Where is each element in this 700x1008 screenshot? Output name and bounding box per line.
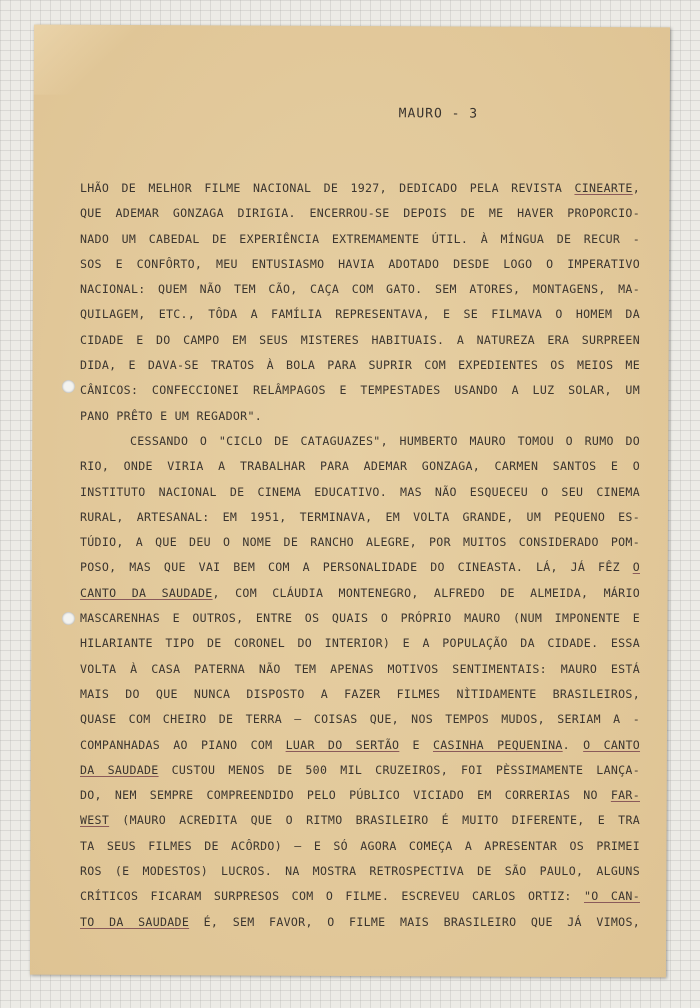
text-line [80, 808, 640, 833]
text-line [80, 378, 640, 403]
text-segment: COMPANHADAS AO PIANO COM [80, 737, 286, 752]
text-segment: MASCARENHAS E OUTROS, ENTRE OS QUAIS O PRÓPRIO MAURO (NUM IMPONENTE E [80, 611, 640, 626]
text-segment: POSO, MAS QUE VAI BEM COM A PERSONALIDADE DO CINEASTA. LÁ, JÁ FÊZ [80, 560, 633, 575]
underlined-title: CASINHA PEQUENINA [433, 737, 563, 752]
text-segment: CUSTOU MENOS DE 500 MIL CRUZEIROS, FOI PÈSSIMAMENTE LANÇA- [158, 762, 640, 777]
text-line [80, 302, 640, 327]
text-segment: QUE ADEMAR GONZAGA DIRIGIA. ENCERROU-SE DEPOIS DE ME HAVER PROPORCIO- [80, 206, 640, 221]
underlined-title: "O CAN- [583, 889, 640, 904]
underlined-title: TO DA SAUDADE [80, 914, 190, 929]
text-segment: QUASE COM CHEIRO DE TERRA — COISAS QUE, NOS TEMPOS MUDOS, SERIAM A - [80, 712, 640, 727]
text-line [80, 328, 640, 353]
text-segment: RIO, ONDE VIRIA A TRABALHAR PARA ADEMAR GONZAGA, CARMEN SANTOS E O [80, 459, 640, 474]
text-segment: CRÍTICOS FICARAM SURPRESOS COM O FILME. ESCREVEU CARLOS ORTIZ: [80, 889, 584, 904]
text-segment: CÂNICOS: CONFECCIONEI RELÂMPAGOS E TEMPESTADES USANDO A LUZ SOLAR, UM [80, 383, 640, 398]
text-line [80, 758, 640, 783]
text-line [80, 733, 640, 758]
text-line [80, 176, 640, 201]
text-line [80, 530, 640, 555]
text-segment: RURAL, ARTESANAL: EM 1951, TERMINAVA, EM VOLTA GRANDE, UM PEQUENO ES- [80, 509, 640, 524]
text-line [80, 884, 640, 909]
text-segment: E [399, 737, 433, 752]
underlined-title: LUAR DO SERTÃO [285, 737, 400, 752]
text-segment: MAIS DO QUE NUNCA DISPOSTO A FAZER FILMES NÌTIDAMENTE BRASILEIROS, [80, 686, 640, 701]
text-segment: INSTITUTO NACIONAL DE CINEMA EDUCATIVO. MAS NÃO ESQUECEU O SEU CINEMA [80, 484, 640, 499]
page-header: MAURO - 3 [398, 106, 479, 122]
text-line [80, 657, 640, 682]
text-line [80, 353, 640, 378]
underlined-title: O [632, 560, 640, 575]
text-segment: QUILAGEM, ETC., TÔDA A FAMÍLIA REPRESENTAVA, E SE FILMAVA O HOMEM DA [80, 307, 640, 322]
text-line [80, 910, 640, 935]
text-segment: ROS (E MODESTOS) LUCROS. NA MOSTRA RETROSPECTIVA DE SÃO PAULO, ALGUNS [80, 864, 640, 879]
text-line [80, 404, 640, 429]
text-line [80, 227, 640, 252]
text-line [80, 581, 640, 606]
text-line [80, 454, 640, 479]
text-line [80, 277, 640, 302]
text-segment: PANO PRÊTO E UM REGADOR". [80, 408, 263, 423]
text-line [80, 682, 640, 707]
text-line [80, 834, 640, 859]
text-segment: DO, NEM SEMPRE COMPREENDIDO PELO PÚBLICO VICIADO EM CORRERIAS NO [80, 788, 611, 803]
text-line [80, 201, 640, 226]
text-segment: TÚDIO, A QUE DEU O NOME DE RANCHO ALEGRE, POR MUITOS CONSIDERADO POM- [80, 535, 640, 550]
text-segment: . [562, 737, 584, 752]
text-line [80, 606, 640, 631]
text-line [80, 631, 640, 656]
underlined-title: CANTO DA SAUDADE [80, 585, 213, 600]
text-line [80, 429, 640, 454]
document-body [80, 176, 640, 935]
text-segment: É, SEM FAVOR, O FILME MAIS BRASILEIRO QUE JÁ VIMOS, [189, 914, 641, 929]
text-line [80, 505, 640, 530]
text-line [80, 555, 640, 580]
text-segment: HILARIANTE TIPO DE CORONEL DO INTERIOR) E A POPULAÇÃO DA CIDADE. ESSA [80, 636, 640, 651]
text-segment: CESSANDO O "CICLO DE CATAGUAZES", HUMBERTO MAURO TOMOU O RUMO DO [130, 433, 640, 448]
text-segment: DIDA, E DAVA-SE TRATOS À BOLA PARA SUPRIR COM EXPEDIENTES OS MEIOS ME [80, 358, 640, 373]
text-line [80, 707, 640, 732]
text-segment: SOS E CONFÔRTO, MEU ENTUSIASMO HAVIA ADOTADO DESDE LOGO O IMPERATIVO [80, 256, 640, 271]
text-segment: NADO UM CABEDAL DE EXPERIÊNCIA EXTREMAMENTE ÚTIL. À MÍNGUA DE RECUR - [80, 231, 640, 246]
binder-hole-top [62, 380, 75, 393]
text-segment: LHÃO DE MELHOR FILME NACIONAL DE 1927, DEDICADO PELA REVISTA [80, 181, 575, 195]
text-line [80, 859, 640, 884]
paragraph [80, 429, 640, 935]
page-fold-corner [34, 25, 144, 95]
underlined-title: O CANTO [583, 737, 641, 752]
paragraph [80, 176, 640, 429]
text-segment: , [632, 181, 640, 195]
underlined-title: WEST [80, 813, 110, 828]
text-segment: VOLTA À CASA PATERNA NÃO TEM APENAS MOTIVOS SENTIMENTAIS: MAURO ESTÁ [80, 661, 640, 676]
text-line [80, 783, 640, 808]
text-line [80, 252, 640, 277]
text-line [80, 480, 640, 505]
text-segment: (MAURO ACREDITA QUE O RITMO BRASILEIRO É MUITO DIFERENTE, E TRA [109, 813, 640, 828]
underlined-title: FAR- [610, 788, 640, 803]
text-segment: , COM CLÁUDIA MONTENEGRO, ALFREDO DE ALMEIDA, MÁRIO [212, 585, 641, 600]
text-segment: TA SEUS FILMES DE ACÔRDO) — E SÓ AGORA COMEÇA A APRESENTAR OS PRIMEI [80, 838, 640, 853]
underlined-title: DA SAUDADE [80, 762, 159, 777]
text-segment: NACIONAL: QUEM NÃO TEM CÃO, CAÇA COM GATO. SEM ATORES, MONTAGENS, MA- [80, 282, 640, 297]
binder-hole-bottom [62, 612, 75, 625]
text-segment: CIDADE E DO CAMPO EM SEUS MISTERES HABITUAIS. A NATUREZA ERA SURPREEN [80, 332, 640, 347]
underlined-title: CINEARTE [574, 181, 633, 195]
